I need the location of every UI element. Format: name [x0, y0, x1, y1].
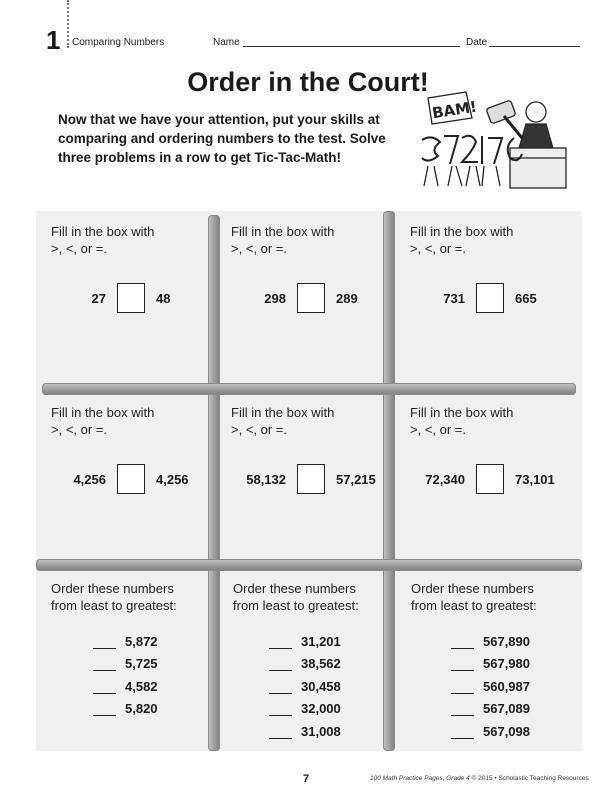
compare-symbols: >, <, or =. — [231, 422, 288, 437]
order-item — [93, 649, 158, 672]
date-field[interactable] — [489, 46, 580, 47]
compare-cell — [51, 404, 211, 487]
compare-instruction: Fill in the box with — [410, 405, 514, 420]
order-instruction: Order these numbers — [51, 581, 174, 596]
compare-cell — [231, 404, 391, 487]
page-number: 7 — [303, 773, 310, 785]
date-label: Date — [466, 37, 488, 48]
compare-symbols: >, <, or =. — [410, 241, 467, 256]
order-item — [269, 626, 341, 649]
order-number: 5,820 — [125, 701, 158, 716]
order-item — [451, 649, 530, 672]
order-list — [451, 626, 530, 739]
intro-text: Now that we have your attention, put your skills at comparing and ordering numbers to the test. Solve three problems in a row to get Tic-Tac-Math! — [58, 112, 386, 165]
compare-instruction: Fill in the box with — [51, 224, 155, 239]
grid-divider-horizontal-2 — [36, 559, 582, 571]
rank-blank[interactable] — [451, 635, 474, 649]
name-label: Name — [213, 37, 240, 48]
rank-blank[interactable] — [269, 657, 292, 671]
copyright-text: © 2015 • Scholastic Teaching Resources — [469, 775, 589, 782]
order-instruction-2: from least to greatest: — [411, 598, 537, 613]
order-number: 31,008 — [301, 723, 341, 739]
left-number: 72,340 — [425, 471, 465, 487]
compare-instruction: Fill in the box with — [410, 224, 514, 239]
order-list — [93, 626, 158, 716]
right-number: 4,256 — [156, 471, 189, 487]
order-number: 560,987 — [483, 678, 530, 694]
compare-symbols: >, <, or =. — [410, 422, 467, 437]
lesson-number: 1 — [46, 25, 61, 55]
compare-cell — [410, 223, 570, 306]
right-number: 57,215 — [336, 471, 376, 487]
order-item — [269, 649, 341, 672]
order-list — [269, 626, 341, 739]
right-number: 73,101 — [515, 471, 555, 487]
left-number: 27 — [91, 290, 106, 306]
order-number: 5,725 — [125, 656, 158, 671]
order-number: 32,000 — [301, 701, 341, 716]
order-cell — [411, 580, 571, 740]
order-item — [93, 671, 158, 694]
left-number: 731 — [443, 290, 465, 306]
right-number: 665 — [515, 290, 537, 306]
right-number: 48 — [156, 290, 171, 306]
rank-blank[interactable] — [269, 702, 292, 716]
order-item — [451, 671, 530, 694]
order-number: 30,458 — [301, 678, 341, 694]
rank-blank[interactable] — [451, 702, 474, 716]
rank-blank[interactable] — [93, 657, 116, 671]
rank-blank[interactable] — [451, 657, 474, 671]
order-instruction: Order these numbers — [411, 581, 534, 596]
order-number: 567,890 — [483, 633, 530, 649]
answer-box[interactable] — [117, 283, 145, 313]
page-title: Order in the Court! — [187, 67, 429, 97]
compare-cell — [231, 223, 391, 306]
answer-box[interactable] — [117, 464, 145, 494]
left-number: 298 — [264, 290, 286, 306]
order-instruction-2: from least to greatest: — [51, 598, 177, 613]
judge-illustration — [418, 90, 568, 195]
order-cell — [51, 580, 211, 740]
order-number: 38,562 — [301, 656, 341, 671]
order-item — [451, 626, 530, 649]
footer-credit — [370, 775, 589, 782]
rank-blank[interactable] — [269, 635, 292, 649]
compare-cell — [410, 404, 570, 487]
answer-box[interactable] — [476, 464, 504, 494]
left-number: 4,256 — [73, 471, 106, 487]
order-item — [451, 694, 530, 717]
order-number: 31,201 — [301, 633, 341, 649]
tic-tac-toe-board — [36, 211, 582, 751]
compare-instruction: Fill in the box with — [231, 405, 335, 420]
rank-blank[interactable] — [451, 725, 474, 739]
grid-divider-horizontal-1 — [42, 383, 576, 395]
left-number: 58,132 — [246, 471, 286, 487]
right-number: 289 — [336, 290, 358, 306]
bam-text: BAM! — [430, 97, 479, 123]
rank-blank[interactable] — [93, 635, 116, 649]
order-number: 567,098 — [483, 723, 530, 739]
compare-cell — [51, 223, 211, 306]
order-instruction: Order these numbers — [233, 581, 356, 596]
compare-instruction: Fill in the box with — [51, 405, 155, 420]
answer-box[interactable] — [297, 464, 325, 494]
order-item — [269, 694, 341, 717]
cut-line — [67, 0, 69, 48]
answer-box[interactable] — [476, 283, 504, 313]
answer-box[interactable] — [297, 283, 325, 313]
book-title: 100 Math Practice Pages, Grade 4 — [370, 775, 470, 782]
order-item — [269, 716, 341, 739]
rank-blank[interactable] — [93, 680, 116, 694]
order-instruction-2: from least to greatest: — [233, 598, 359, 613]
rank-blank[interactable] — [93, 702, 116, 716]
order-item — [93, 626, 158, 649]
compare-symbols: >, <, or =. — [51, 422, 108, 437]
name-field[interactable] — [243, 46, 460, 47]
order-item — [269, 671, 341, 694]
rank-blank[interactable] — [451, 680, 474, 694]
compare-instruction: Fill in the box with — [231, 224, 335, 239]
order-item — [451, 716, 530, 739]
compare-symbols: >, <, or =. — [231, 241, 288, 256]
order-number: 5,872 — [125, 633, 158, 649]
order-cell — [233, 580, 393, 740]
compare-symbols: >, <, or =. — [51, 241, 108, 256]
order-item — [93, 694, 158, 717]
order-number: 567,089 — [483, 701, 530, 716]
order-number: 567,980 — [483, 656, 530, 671]
order-number: 4,582 — [125, 678, 158, 694]
rank-blank[interactable] — [269, 680, 292, 694]
topic-label: Comparing Numbers — [72, 37, 165, 48]
rank-blank[interactable] — [269, 725, 292, 739]
